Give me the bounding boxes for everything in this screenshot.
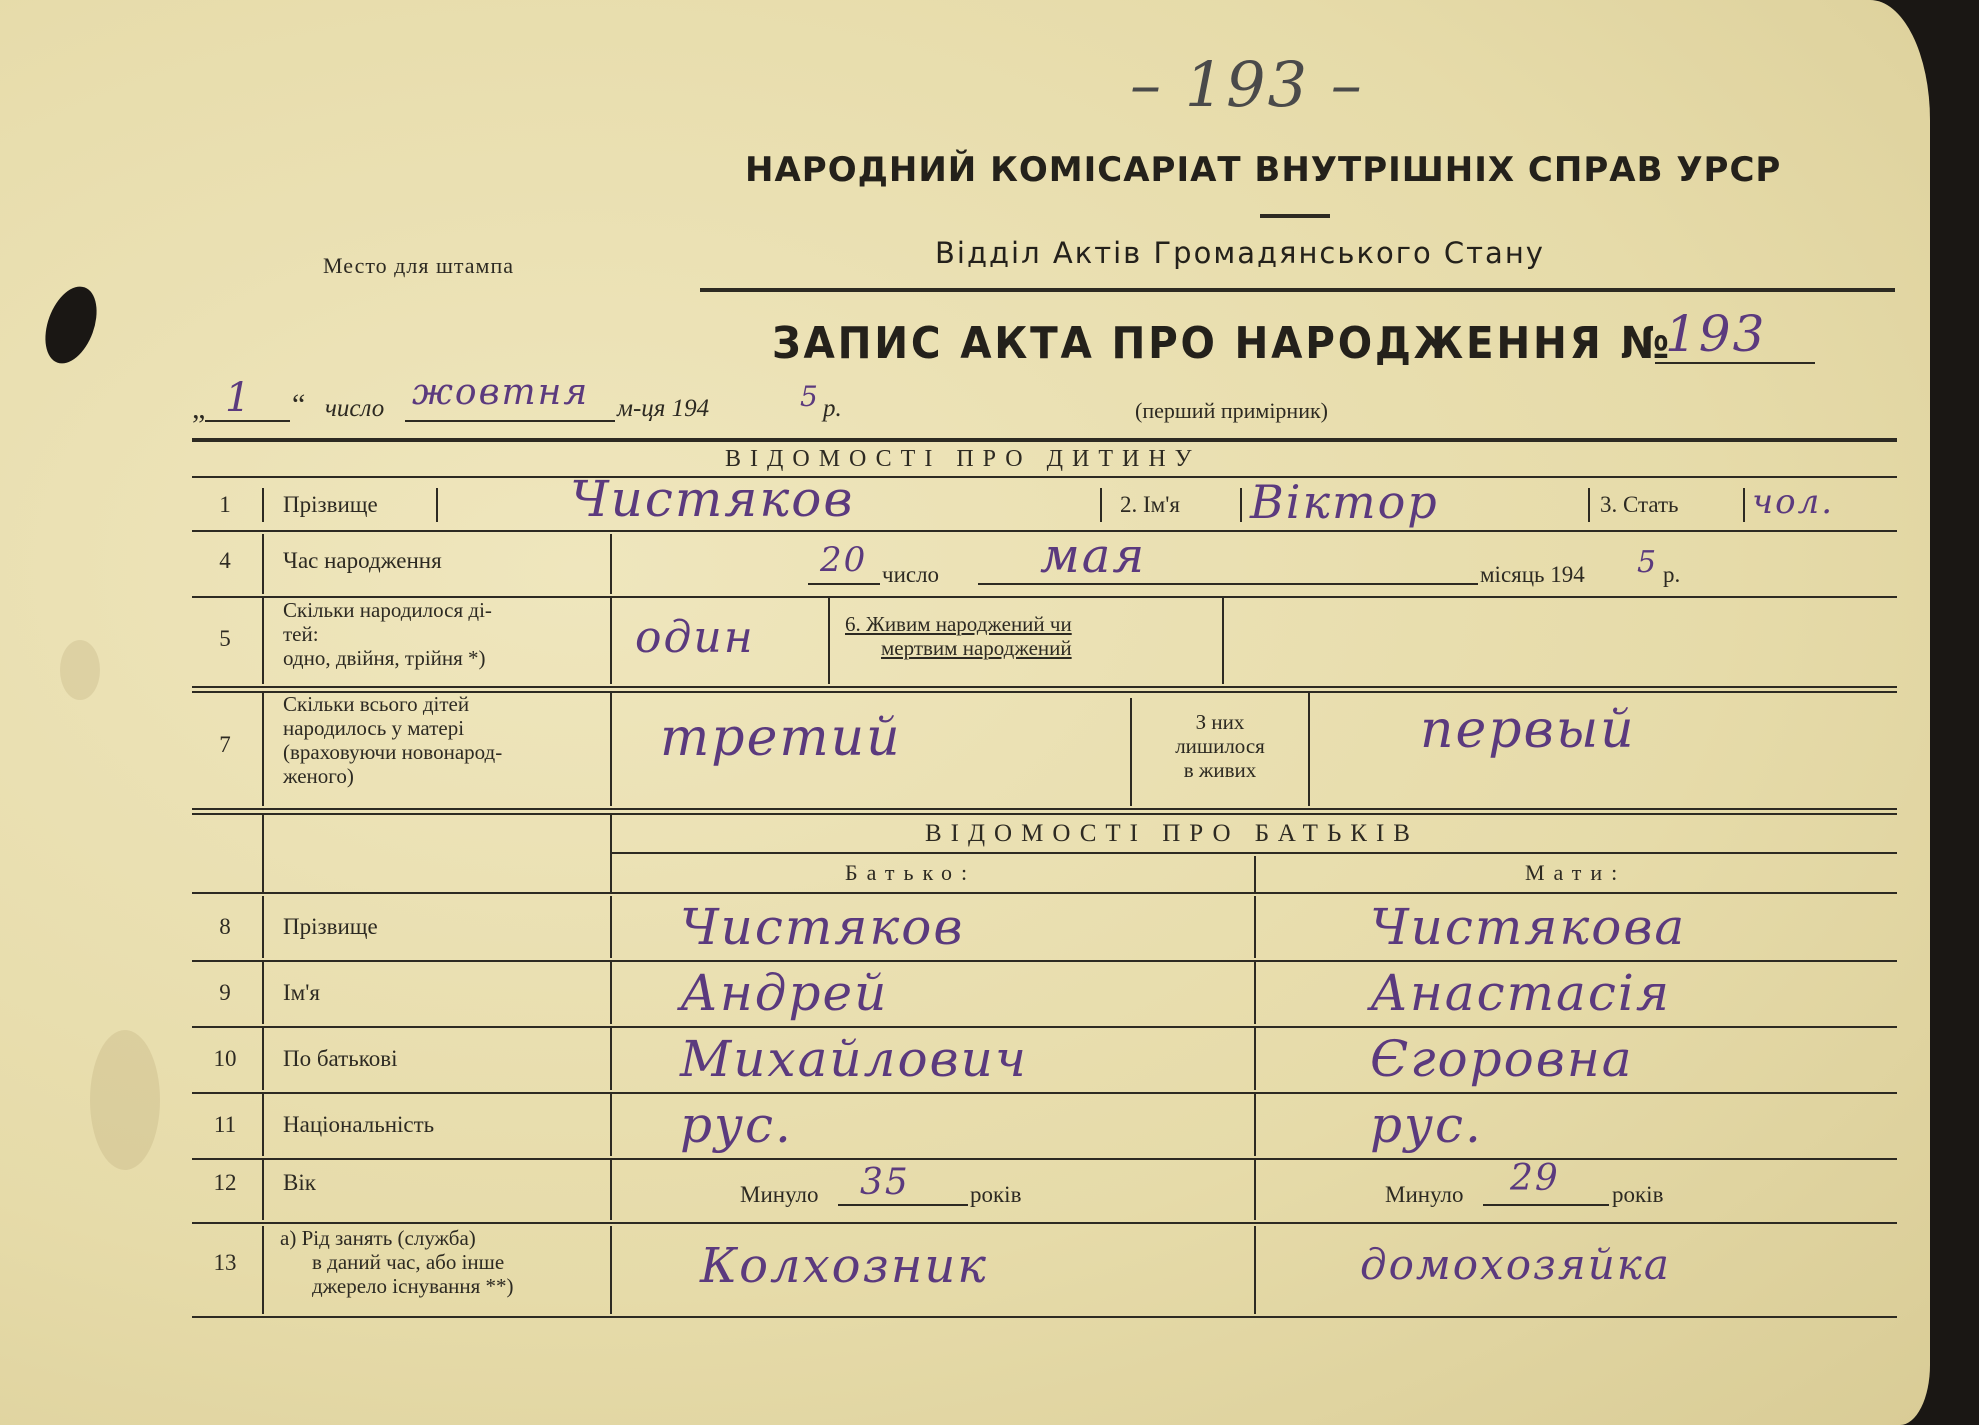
record-day: 1 bbox=[225, 375, 253, 421]
record-number: 193 bbox=[1665, 305, 1767, 363]
mother-age: 29 bbox=[1510, 1158, 1560, 1199]
mother-value: Анастасія bbox=[1370, 964, 1671, 1022]
row-number: 11 bbox=[213, 1112, 237, 1137]
copy-label: (перший примірник) bbox=[1135, 398, 1328, 423]
record-year-digit: 5 bbox=[800, 380, 820, 413]
row-label: Ім'я bbox=[283, 980, 320, 1005]
record-month: жовтня bbox=[412, 372, 590, 413]
birth-day: 20 bbox=[820, 540, 868, 580]
child-section-heading: ВІДОМОСТІ ПРО ДИТИНУ bbox=[725, 446, 1201, 472]
record-title: ЗАПИС АКТА ПРО НАРОДЖЕННЯ № bbox=[772, 318, 1672, 369]
father-age: 35 bbox=[860, 1162, 910, 1203]
child-surname: Чистяков bbox=[570, 470, 855, 528]
row-number: 9 bbox=[219, 980, 231, 1005]
torn-hole bbox=[36, 280, 107, 371]
child-name: Віктор bbox=[1250, 475, 1439, 529]
father-value: Андрей bbox=[680, 964, 889, 1022]
ministry-heading: НАРОДНИЙ КОМІСАРІАТ ВНУТРІШНІХ СПРАВ УРСР bbox=[745, 150, 1782, 190]
row-label: Національність bbox=[283, 1112, 435, 1137]
parents-section-heading: ВІДОМОСТІ ПРО БАТЬКІВ bbox=[925, 820, 1419, 847]
child-sex: чол. bbox=[1752, 482, 1835, 522]
department-heading: Відділ Актів Громадянського Стану bbox=[935, 236, 1545, 270]
birth-year-digit: 5 bbox=[1637, 545, 1659, 580]
father-value: Чистяков bbox=[680, 898, 965, 956]
row-label: По батькові bbox=[283, 1046, 398, 1071]
mother-column-heading: Мати: bbox=[1525, 860, 1627, 885]
father-value: Михайлович bbox=[680, 1030, 1028, 1088]
mother-occupation: домохозяйка bbox=[1360, 1240, 1671, 1289]
children-born-value: один bbox=[635, 612, 755, 663]
surviving-children-value: первый bbox=[1420, 700, 1636, 760]
mother-value: Єгоровна bbox=[1370, 1030, 1634, 1088]
top-page-number: – 193 – bbox=[1130, 48, 1364, 121]
row-number: 10 bbox=[213, 1046, 237, 1071]
mother-value: Чистякова bbox=[1370, 898, 1687, 956]
birth-month: мая bbox=[1040, 528, 1147, 584]
father-column-heading: Батько: bbox=[845, 860, 977, 885]
father-value: рус. bbox=[680, 1096, 793, 1154]
document-sheet: – 193 – НАРОДНИЙ КОМІСАРІАТ ВНУТРІШНІХ СПРАВ УРСР Место для штампа Відділ Актів Громадянського Стану ЗАПИС АКТА ПРО НАРОДЖЕННЯ № 193 „ 1 “ число жовтня м-ця 194 5 р. (перший примірник) ВІДОМОСТІ ПРО ДИТИНУ 1 Прізвище Чистяков 2. Ім'я Віктор 3. Стать чол. 4 Час народження 20 число мая місяць 194 5 р. 5 Скільки народилося ді- тей: одно, двійня, трійня *) один 6. Живим народжений чи мертвим народжений 7 Скільки всього дітей народилось у матері (враховуючи новонарод- женого) третий З них лишилося в живих первый ВІДОМОСТІ ПРО БАТЬКІВ Батько: Мати: 8 Прізвище Чистяков Чистякова 9 Ім'я Андрей Анастасія 10 По батькові Михайлович Єгоровна 11 Національність рус. рус. 12 Вік Минуло 35 років Минуло 29 років 13 а) Рід занять (служба) в даний час, або інше джерело існування **) Колхозник домохозяйка bbox=[0, 0, 1930, 1425]
mother-value: рус. bbox=[1370, 1096, 1483, 1154]
father-occupation: Колхозник bbox=[700, 1238, 988, 1294]
stamp-place-label: Место для штампа bbox=[323, 253, 515, 278]
total-children-value: третий bbox=[660, 708, 902, 768]
row-label: Прізвище bbox=[283, 914, 378, 939]
row-number: 8 bbox=[219, 914, 231, 939]
